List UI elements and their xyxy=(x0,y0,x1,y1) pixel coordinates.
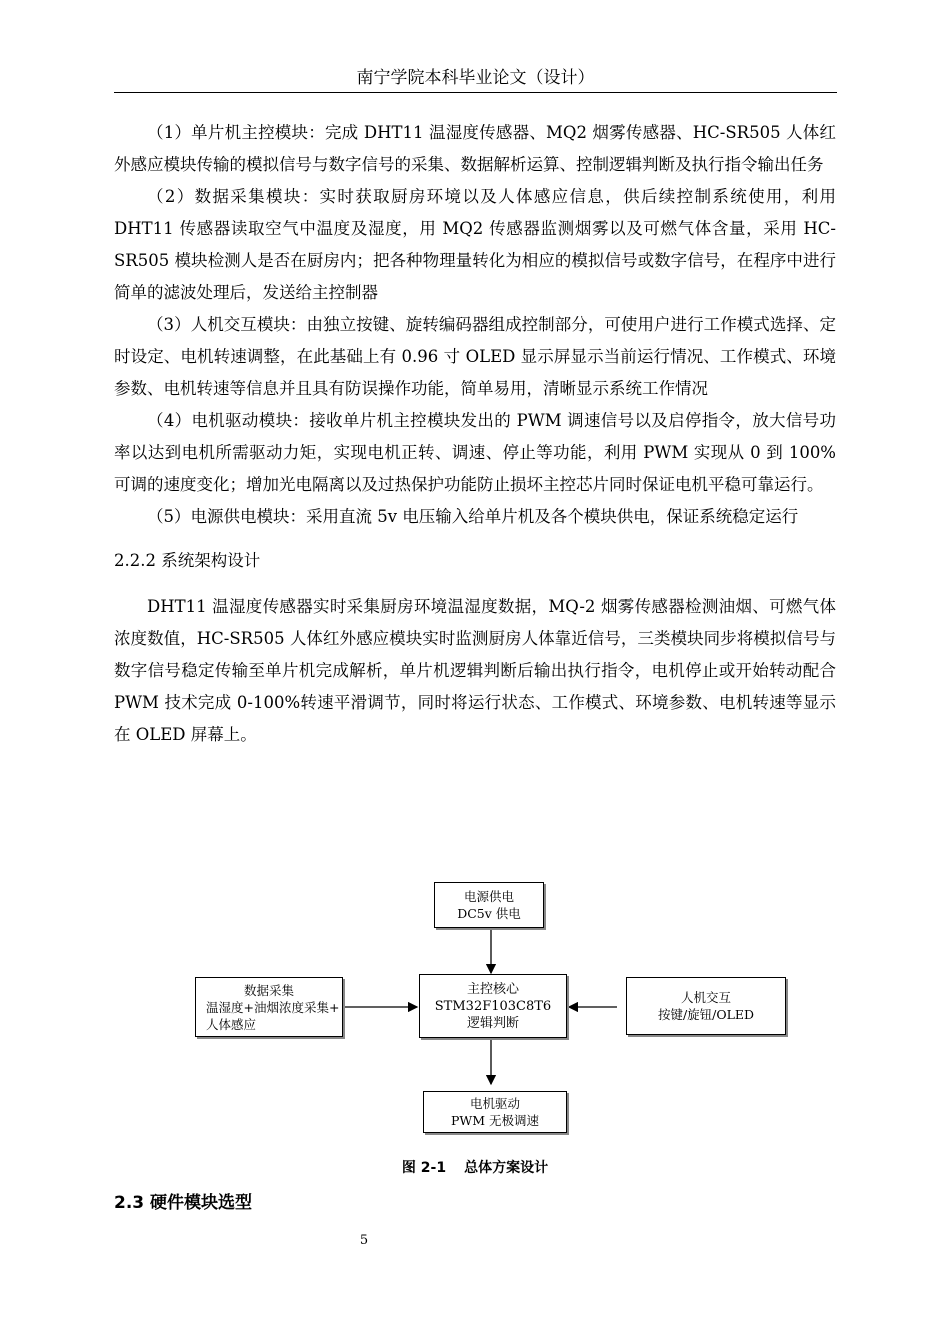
motor-drive-box xyxy=(423,1091,567,1133)
figure-caption xyxy=(114,1157,836,1177)
main-control-core-box xyxy=(419,974,567,1038)
core-box-title: 主控核心 xyxy=(466,981,519,997)
power-box-detail: DC5v 供电 xyxy=(457,906,521,921)
acquisition-box-detail: 温湿度+油烟浓度采集+ xyxy=(206,999,340,1015)
paragraph-mcu-module: （1）单片机主控模块：完成 DHT11 温湿度传感器、MQ2 烟雾传感器、HC-SR505 人体红外感应模块传输的模拟信号与数字信号的采集、数据解析运算、控制逻辑判断及执行指令输出任务 xyxy=(114,123,836,174)
acquisition-box-title: 数据采集 xyxy=(244,982,295,998)
data-acquisition-box xyxy=(195,977,343,1037)
motor-box-title: 电机驱动 xyxy=(469,1096,520,1111)
page-number: 5 xyxy=(359,1233,369,1248)
core-box-logic: 逻辑判断 xyxy=(466,1015,519,1031)
paragraph-motor-module: （4）电机驱动模块：接收单片机主控模块发出的 PWM 调速信号以及启停指令，放大信号功率以达到电机所需驱动力矩，实现电机正转、调速、停止等功能，利用 PWM 实现从 0 到 100%可调的速度变化；增加光电隔离以及过热保护功能防止损坏主控芯片同时保证电机平稳可靠运行。 xyxy=(114,411,836,494)
paragraph-acquisition-module: （2）数据采集模块：实时获取厨房环境以及人体感应信息，供后续控制系统使用，利用 DHT11 传感器读取空气中温度及湿度，用 MQ2 传感器监测烟雾以及可燃气体含量，采用 HC-SR505 模块检测人是否在厨房内；把各种物理量转化为相应的模拟信号或数字信号，在程序中进行简单的滤波处理后，发送给主控制器 xyxy=(114,187,836,302)
acquisition-box-detail-2: 人体感应 xyxy=(206,1016,257,1032)
paragraph-power-module: （5）电源供电模块：采用直流 5v 电压输入给单片机及各个模块供电，保证系统稳定运行 xyxy=(147,507,799,526)
system-architecture-diagram xyxy=(195,878,795,1140)
power-box-title: 电源供电 xyxy=(463,889,514,904)
figure-title: 总体方案设计 xyxy=(464,1160,549,1176)
hmi-box-title: 人机交互 xyxy=(680,990,731,1005)
hmi-box xyxy=(626,977,786,1035)
section-heading-2-3: 2.3 硬件模块选型 xyxy=(114,1193,253,1213)
figure-number: 图 2-1 xyxy=(401,1160,447,1176)
core-box-mcu: STM32F103C8T6 xyxy=(434,998,552,1014)
body-text xyxy=(114,117,836,751)
power-supply-box xyxy=(434,882,544,928)
paragraph-architecture: DHT11 温湿度传感器实时采集厨房环境温湿度数据，MQ-2 烟雾传感器检测油烟、可燃气体浓度数值，HC-SR505 人体红外感应模块实时监测厨房人体靠近信号，三类模块同步将模拟信号与数字信号稳定传输至单片机完成解析，单片机逻辑判断后输出执行指令，电机停止或开始转动配合 PWM 技术完成 0-100%转速平滑调节，同时将运行状态、工作模式、环境参数、电机转速等显示在 OLED 屏幕上。 xyxy=(114,597,836,744)
page-header: 南宁学院本科毕业论文（设计） xyxy=(356,68,595,88)
paragraph-hmi-module: （3）人机交互模块：由独立按键、旋转编码器组成控制部分，可使用户进行工作模式选择、定时设定、电机转速调整，在此基础上有 0.96 寸 OLED 显示屏显示当前运行情况、工作模式、环境参数、电机转速等信息并且具有防误操作功能，简单易用，清晰显示系统工作情况 xyxy=(114,315,836,398)
motor-box-detail: PWM 无极调速 xyxy=(450,1113,540,1128)
header-rule xyxy=(114,92,837,93)
hmi-box-detail: 按键/旋钮/OLED xyxy=(657,1007,755,1022)
section-heading-2-2-2: 2.2.2 系统架构设计 xyxy=(114,551,261,570)
